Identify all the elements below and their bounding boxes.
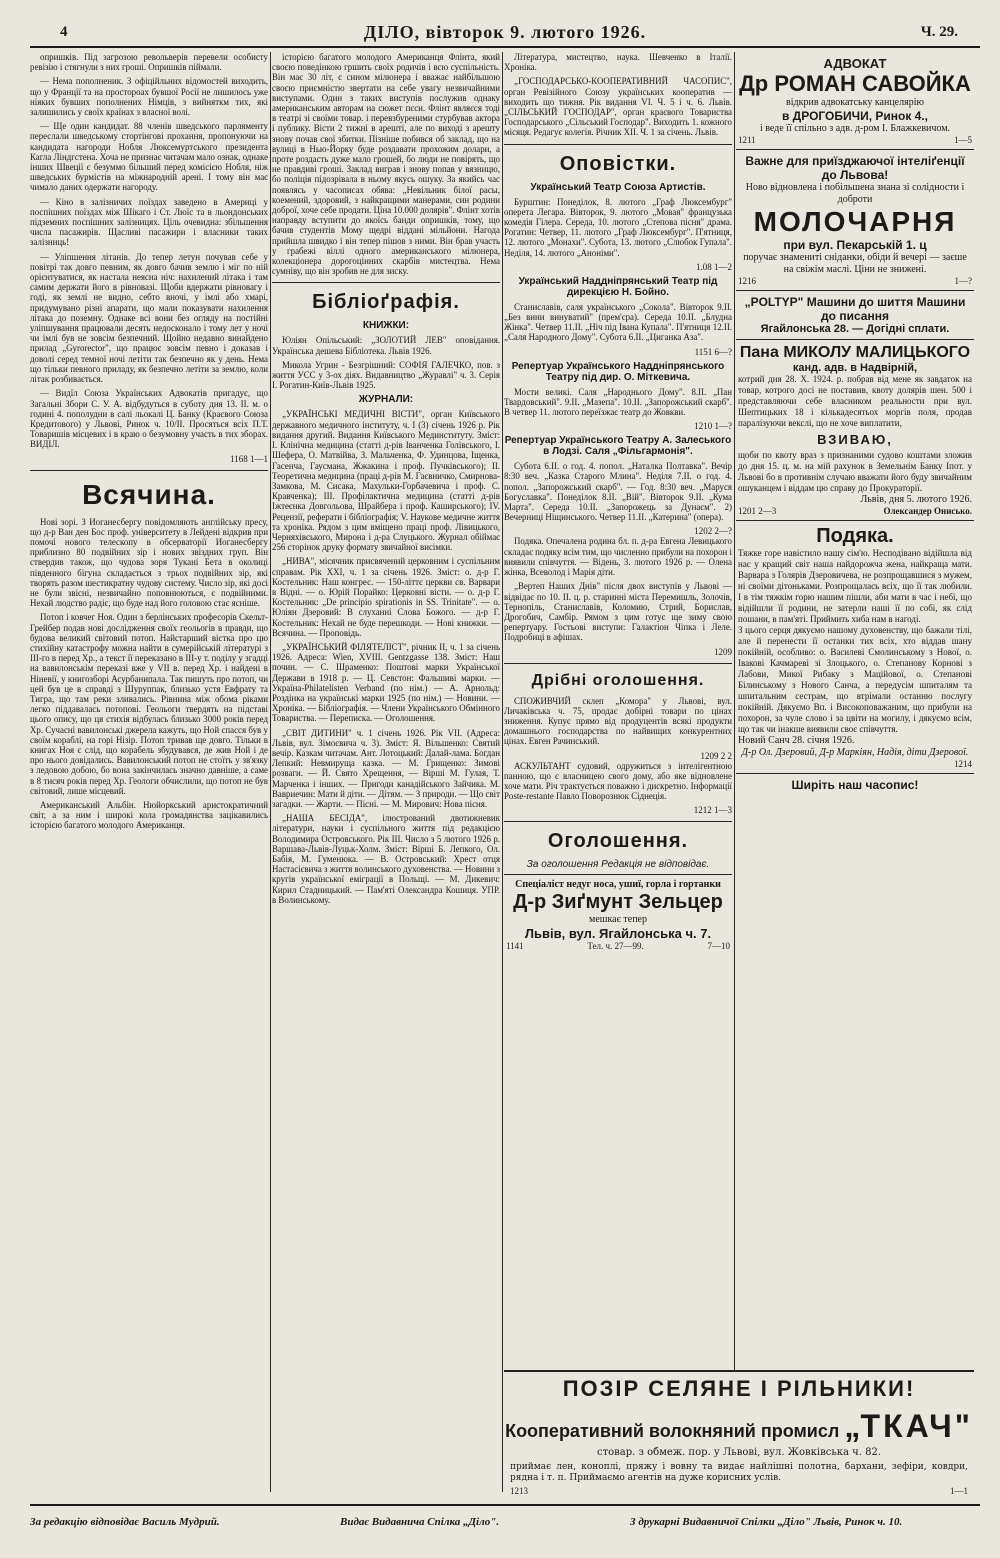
divider [504,663,732,664]
theatre-heading: Український Наддніпрянський Театр під дирекцією Н. Бойно. [518,275,718,298]
subsection-journals: ЖУРНАЛИ: [358,394,414,406]
news-paragraph: — Ще один кандидат. 88 членів шведського парляменту переслали шведському стортінгові прохання, пропонуючи на кандидата нагороди Нобля Люксемуртського президента Кагла Ліндгстена. Хоча не признає читачам мало ознак, однаке інших Швеції є безуммо більший перед комісією Нобля, ніж шведських бурмістів на міжнародній арені. І тому він має чимало даних одержати нагороду. [30,121,268,193]
tkach-ad [504,1370,974,1500]
ad-code: 1201 2—3 [738,506,777,516]
spread-ad [736,773,974,796]
ad-code: 1211 [738,135,756,145]
ad-code: 1202 2—? [694,526,732,537]
appeal-text: котрий дня 28. X. 1924. р. побрав від мене як завдаток на товар, котрого досі не поставив, квоту долярів шен. 500 і представляючи себе власником реальности при вул. Шептицьких 18 і кількадесятьох моргів поля, продав паралізуючи векслі, що не хоче виплатити, [738,374,972,428]
tkach-address: стовар. з обмеж. пор. у Львові, вул. Жовківська ч. 82. [596,1447,882,1458]
theatre-listing: Субота 6.II. о год. 4. попол. „Наталка Полтавка". Вечір 8:30 веч. „Казка Старого Млина". Неділя 7.II. о год. 4. попол. „Запорожський скарб". — Год. 8:30 веч. „Маруся Богуславка". Понеділок 8.II. „Вій". Вівторок 9.II. „Кума Марта". Середа 10.II. „Запорожець за Дунаєм". 2) Вечерниці Ніщинського. Четвер 11.II. „Катерина" (опера). [504,461,732,523]
thanks-text-2: З цього серця дякуємо нашому духовенству, що бажали тілі, але й перенести її останки тих всіх, хто віддав шану покійній, особливо: о. Василеві Смолинському з Нової, о. Івакові Качмареві зі Злоцького, о. Степанову Корнові з Лабови, Микої Рибаку з Маційової, о. Степанові Білинському з Нового Санча, а передусім шпиталям та шпитальним сестрам, що втрімали останню послугу покійній. Дякуємо Вп. і Високоповажаним, що прибули на похорон, за чуле слово і за цвіти на могилу, і дякуємо всім, що так чи інакше виявили своє співчуття. [738,625,972,734]
ad-code: 1—5 [954,135,972,145]
doctor-specialty: Спеціаліст недуг носа, ушиї, горла і гортанки [515,879,721,891]
ad-code: 1216 [738,276,756,286]
theatre-listing: Бурштин: Понеділок, 8. лютого „Граф Люксембург" оперета Легара. Вівторок, 9. лютого „Мовая" французька комедія Гілера. Середа, 10. лютого „Степова пісня" драма. Рогатин: Четвер, 11. лютого „Граф Люксембург". П'ятниця, 12. лютого „Монахи". Субота, 13. лютого „Слюбок Гупала". Неділя, 14. лютого „Аноніми". [504,196,732,258]
journal-entry: „СВІТ ДИТИНИ" ч. 1 січень 1926. Рік VII. (Адреса: Львів, вул. Зімоєвича ч. 3). Зміст: Я. Вільшенко: Святий вечір. Казкам читачам. Ант. Лотоцький: Далай-лама. Богдан Лепкий: Невмируща казка. — М. Грищенко: Зимові розваги. — Й. Свято Хрещення, — Вірші М. Гулая, Т. Марченка і інших. — Пригоди канадійського Зайчика. М. Вавриечин: Мати й діти. — Дітям. — З природи. — Що світ загадки. — Жарти. — Пісні. — М. Мирович: Нова пісня. [272,727,500,809]
column-divider [502,52,503,1492]
section-title-bibliography: Бібліоґрафія. [312,291,460,314]
thanks-text: Тяжке горе навістило нашу сім'ю. Несподівано відійшла від нас у кращий світ наша найдорожча жена, найкраща мати. Варвара з Голярів Дзеровичева, не розпрощавшися з мужем, ні своїми дітоньками. Розпрощалась всіх, що її так любили. І в тім тяжкім горю нашим пішли, аби мати в час і небі, що відійшли її родини, не затерли наші її по собі, як слід пошани, в пам'яті. Приймить хиба нам в нагоді. [738,548,972,624]
section-title-miscellany: Всячина. [82,478,216,510]
news-paragraph: Література, мистецтво, наука. Шевченко в Італії. Хроніка. [504,52,732,73]
appeal-signature: Олександер Онисько. [883,506,972,516]
page-header [30,22,980,48]
thanks-ad [736,520,974,773]
doctor-ad [504,874,732,955]
dairy-ad [736,149,974,290]
page-footer [30,1504,980,1542]
appeal-place-date: Львів, дня 5. лютого 1926. [860,494,972,505]
footer-printer: З друкарні Видавничої Спілки „Діло" Львів, Ринок ч. 10. [630,1516,903,1528]
ad-code: 1209 2 2 [700,750,732,761]
news-paragraph: Потоп і ковчег Ноя. Один з берлінських професорів Скельт-Грейбер подав нові дослідження своїх геольогів в правди, що будова великий світовий потоп. Найстарший вістка про цю стихійну катастрофу можна найти в сумерійській літературі з III-го в перед Хр., а текст її переказано в III-у т. поділу у згадці на вавилонськім переказі вже у VII в. перед Хр. і найдені в Ніневії, у книгозборі Асурбанипала. Так пишуть про потоп, чи цей був це в справді з Шуруппак, близько устя Евфрату та Тигра, що там реки зливались. Рівнина між обома ріками легко піддавалась потопові. Геольоги твердять на підставі цього опису, що ця стихія відбулась близько 3000 років перед Хр. Сучасні вавилонські джерела кажуть, що Ной спасся був у своїм кораблі, на горі Нізір. Потоп тривав ще довго. Тільки в книгах Ноя є слід, що корабель збудувався, де жив Ной і де про нього довідались. Вавилонський потоп не стоїть у зв'язку з ледовою добою, бо вона закінчилась значно давніше, а саме в 8 тисяч років перед Хр. Геологи обчислили, що потоп не був світовий, лише місцевий. [30,612,268,796]
appeal-ad [736,339,974,520]
dairy-address: при вул. Пекарській 1. ц [783,238,927,252]
ad-code: 1214 [954,759,972,769]
ad-code: 1.08 1—2 [696,261,732,272]
news-paragraph: — Видїл Союза Українських Адвокатів пригадує, що Загальні Збори С. У. А. відбудуться в суботу дня 13. II. м. о годині 4. пополудни в салі льокалі Ц. Банку (Краєвого Союза Кредитового) у Львові, Ринок ч. 10/II. Просяться всіх П.Т. Товаришів місцевих і в краю о безумовну участь в тих зборах. ВИДІЛ. [30,388,268,450]
theatre-heading: Репертуар Українського Наддніпрянського Театру під дир. О. Міткевича. [511,360,725,383]
section-title-announcements: Оповістки. [559,152,677,175]
divider [504,821,732,822]
theatre-listing: Станиславів, саля українського „Сокола". Вівторок 9.II. „Без вини винуватий" (прем'єра). Середа 10.II. „Блудна Жінка". Четвер 11.II. „Ніч під Івана Купала". П'ятниця 12.II. „Саля Народного Дому". Субота 6.II. „Циганка Аза". [504,301,732,343]
section-title-classifieds: Дрібні оголошення. [531,671,705,689]
news-paragraph: — Нема пополненик. З офіційльних відомостей виходить, що у Франції та на простороах бувшої Росії не лишилось уже ніяких бувших пополнених Німців, з вийняткм тих, які залишились у своїх країнах з власної волі. [30,76,268,118]
ads-disclaimer: За оголошення Редакція не відповідає. [526,859,710,871]
poltur-ad [736,290,974,339]
journal-entry: „НИВА", місячник присвячений церковним і суспільним справам. Рік XXI, ч. 1 за січень 1926. Зміст: о. д-р Г. Костельник: Наш конгрес. — 150-літтє церкви св. Варвари в Відні. — о. Юрій Порайко: Церковні вісти. — о. д-р Г. Костельник: „De principio spirationis in SS. Trinitate". — о. Юліян Дзеровий: В слуханні Слова Божого. — д-р Г. Костельник: Нехай не буде перешкоди. — Нові книжки. — Всячина. — Проповідь. [272,556,500,638]
book-entry: Юліян Опільський: „ЗОЛОТИЙ ЛЕВ" оповідання. Українська дешева Бібліотека. Львів 1926. [272,335,500,356]
news-paragraph: Американський Альбін. Нюйоркський аристократичний світ, а за ним і широкі кола громадянства зацікавились історією багатого молодого Американця. [30,800,268,831]
divider [504,144,732,145]
poltur-name: „POLTYP" Машини до шиття Машини до писання [744,295,966,323]
page-number: 4 [60,24,68,40]
ad-code-row [30,454,268,464]
tkach-company [504,1408,974,1445]
news-paragraph: історією багатого молодого Американця Флінта, який своєю поведінкою гршить своїх родичів і всю суспільність. Він має 30 літ, є сином мілюнера і вважає найбільшою своєю приємністю звертати на себе увагу незвичайними виступами. Один з таких виступів послужив однаку американським авторам на сюжет пєси. Флінт являєся тоді в театрі зі своїми товар. і перевзбуреними стурбував актора і публику. Вісти 2 тижні в арешті, але по виході з арешту знову почав свої збитки. Пізніше побився об заклад, що на вулиці в Нью-Йорку буде роздавати прохожим долари, а проте роздасть дуже мало грошей, бо люди не повірять, що не правдиві гроші. Заклад виграв і знову попав у вязницю, бо поліція підозрівала в ньому якусь ошуку. За якийсь час появлясь у часописах обява: „Невільник білої расы, коемений, здоровий, з найкращими манерами, син родини доброї, хоче себе продати. Ціна 10.000 долярів". Флінт хотів направду вступити до якоїсь банди опришків, тому, що бачив студентів Мому щедрі віддані мільйони. Нагода прийшла швидко і він тепер пішов з ними. Він брав участь у грабежі віллі одного американського мілюнера, колекціонера дорогоцінних скарбів мистецтва. Нема сумніву, що він зробив не для зиску. [272,52,500,277]
lawyer-opened: відкрив адвокатську канцелярію [786,97,924,108]
doctor-phone: Тел. ч. 27—99. [587,941,644,952]
ad-code: 1213 [510,1486,528,1496]
masthead-title: ДІЛО, вівторок 9. лютого 1926. [363,22,647,42]
theatre-heading: Репертуар Українського Театру А. Залеського в Лодзі. Саля „Фільгармонія". [504,435,732,458]
thanks-notice: Подяка. Опечалена родина бл. п. д-ра Евгена Левицького складає подяку всім тим, що численно прибули на похорон і виявили співчуття. — Відень, 3. лютого 1926 р. — Олена жінка, Всеволод і Марія діти. [504,536,732,578]
appeal-heading: Пана МИКОЛУ МАЛИЦЬКОГО [739,344,971,361]
dairy-description: поручає знамениті сніданки, обіди й вечері — заєше на свіжім маслі. Ціни не знижені. [743,252,967,275]
lawyer-partner: і веде її спільно з адв. д-ром І. Блажкевичом. [759,123,951,134]
ad-code: 1209 [714,646,732,657]
appeal-text-2: щоби по квоту враз з признаними судово коштами зложив до дня 15. ц. м. на мій рахунок в Земельнім Банку Іпот. у Львові бо в противнім случаю вважати його буду звичайним ошуканцем і віддам цю справу до Прокураторії. [738,450,972,493]
column-4 [736,52,974,1492]
classified-ad: АСКУЛЬТАНТ судовий, одружиться з інтелігентною панною, що є власницею свого дому, або яке відновлене хоче мати. Річ трактується поважно і дискретно. Інформації Poste-restante Павло Поворознюк Сіднеція. [504,760,732,802]
lawyer-name: Др РОМАН САВОЙКА [739,71,971,96]
column-2 [272,52,500,1492]
column-divider [734,52,735,1492]
tkach-name: „ТКАЧ" [844,1408,973,1444]
section-title-advertisements: Оголошення. [547,830,689,853]
thanks-signature: Д-р Ол. Дзеровий, Д-р Маркіян, Надія, діти Дзерової. [741,747,969,758]
news-paragraph: опришків. Під загрозою револьверів перевели особисту ревізію і стягнули з них гроші. Опришків піймали. [30,52,268,73]
footer-publisher: Видає Видавнича Спілка „Діло". [340,1516,500,1528]
column-1 [30,52,268,1492]
appeal-call: ВЗИВАЮ, [817,432,893,447]
theatre-heading: Український Театр Союза Артистів. [530,181,706,193]
thanks-place-date: Новий Санч 28. січня 1926. [738,735,855,746]
tkach-headline: ПОЗІР СЕЛЯНЕ І РІЛЬНИКИ! [562,1376,916,1401]
tkach-description: приймає лен, коноплі, пряжу і вовну та видає найлішні полотна, бархани, зефіри, ковдри, рядна і т. п. Приймаємо агентів на дуже корисних услів. [510,1462,968,1483]
thanks-heading: Подяка. [816,525,894,547]
ad-code: 1212 1—3 [693,805,732,816]
ad-code: 1—? [954,276,972,286]
ad-code: 7—10 [707,941,730,952]
divider [30,470,268,471]
theatre-listing: Мости великі. Саля „Народнього Дому". 8.II. „Пан Твардовський". 9.II. „Мазепа". 10.II. „Запорожський скарб". В четвер 11. лютого переїзжає театр до Жовкви. [504,386,732,418]
book-entry: Микола Угрин - Безгрішний: СОФІЯ ГАЛЕЧКО, пов. з життя УСС у 3-ох діях. Видавництво „Журавлі" ч. 3. Серія І. Рогатин-Київ-Львів 1925. [272,359,500,391]
footer-editor: За редакцію відповідає Василь Мудрий. [30,1516,220,1528]
subsection-books: КНИЖКИ: [362,320,410,332]
journal-entry: „УКРАЇНСЬКИЙ ФІЛЯТЕЛІСТ", річник II, ч. 1 за січень 1926. Адреса: Wien, XVIII. Gentzgasse 138. Зміст: Наш почин. — С. Шраменко: Поштові марки Української Держави в 1918 р. — Ц. Севстон: Фальшиві марки. — Україна-Philatelisten Verband (по нім.) — А. Арнольд: Роздінка на українські марки 1925 (по нім.) — Новини. — Хроніка. — Бібліографія. — Члени Українського Обмінного Товариства. — Переписка. — Оголошення. [272,641,500,724]
spread-slogan: Ширіть наш часопис! [791,778,919,792]
poltur-address: Ягайлонська 28. — Догідні сплати. [760,323,950,335]
lawyer-ad [736,52,974,149]
issue-number: Ч. 29. [920,24,958,40]
ad-code: 1151 6—? [694,346,732,357]
divider [272,282,500,283]
ad-code: 1168 1—1 [230,453,268,464]
doctor-lives: мешкає тепер [588,914,647,926]
dairy-pretext-2: Ново відновлена і побільшена знана зі солідности і доброти [745,182,965,205]
doctor-name: Д-р Зиґмунт Зельцер [513,891,723,914]
doctor-address: Львів, вул. Ягайлонська ч. 7. [524,926,712,942]
tour-notice: „Вертеп Наших Днів" після двох виступів у Львові — відвідає по 10. II. ц. р. старинні міста Перемишль, Золочів, Тернопіль, Станиславів, Коломию, Стрий, Борислав, Дрогобич, Самбір. Рямом з цим готує ще зиму свою репертуару. Гостьові виступи: Галактіон Чіпка і Леле. Подробиці в афішах. [504,581,732,643]
ad-code: 1—1 [950,1486,968,1496]
news-paragraph: Нові зорі. З Иоганесбергу повідомляють англійську пресу, що д-р Ван ден Бос проф. університету в Лейдені відкрив при помочі нового телескопу в обсерваторії Иоганесбергу приблизно 80 подвійних зір і нових звіздних груп. Він ствердив також, що чудова зоря Тукані Бета в околиці південного бігуна складається з трьох подвійних зір, які творять разом шестикратну чудову систему. Число зір, які досі не були звісні, незвичайно поповнюються, є подвійними. Нехай людство радіє, що буде над його головою стає ясніше. [30,516,268,609]
classified-ad: СПОЖИВЧИЙ склеп „Комора" у Львові, вул. Личаківська ч. 75, продає добірні товари по цінах зниження. Купує прямо від продуцентів всякі продукти домашнього господарства по найвищих конкурентних цінах. Евген Рачинський. [504,695,732,747]
column-divider [270,52,271,1492]
dairy-pretext: Важне для приїзджаючої інтеліґенції до Львова! [745,154,965,182]
lawyer-heading: АДВОКАТ [823,56,887,71]
ad-code: 1210 1—? [694,421,732,432]
journal-entry: „УКРАЇНСЬКІ МЕДИЧНІ ВІСТИ", орган Київського державного медичного інституту, ч. І (3) січень 1926 р. Рік видання другий. Видання Київського Мединституту. Зміст: І. Клінічна медицина (статті д-рів Іванченка Голівського, І. Шефера, О. Матвійва, З. Мальченка, Ф. Удинцова, Іщенка, Гасенча, Гаусмана, Жжакина і проф. Пучківського); II. Теоретична медицина (праці д-рів М. Гаєвничко, Смирнова-Замкова, М. Сисака, Махульки-Горбачевича і проф. С. Кравченка); III. Профілактична медицина (статті д-рів Іжтеєнка Довгольова, Шрайбера і проф. Каширського); IV. Рецензії, реферати і бібліографія; V. Наукове медичне життя та хроніка. Рядом з цим вміщено праці проф. Лівицького, Черняхівського, Мирона і д-ра Слуцького. Журнал обіймає 256 сторінок друку формату звичайної висімки. [272,409,500,553]
news-paragraph: „ГОСПОДАРСЬКО-КООПЕРАТИВНИЙ ЧАСОПИС", орган Ревізійного Союзу українських кооператив — виходить що тижня. Рік видання VI. Ч. 5 і ч. 6. Львів. „СІЛЬСЬКИЙ ГОСПОДАР", орган краєвого Товариства Господарського „Сільський Господар". Виходить 1. кожного місяця. Редагує колегія. Річник XII. Ч. 1 за січень. Львів. [504,76,732,138]
news-paragraph: — Уліпшення літанів. До тепер летун почував себе у повітрі так довго певним, як довго бачив землю і міг по ній орієнтуватися, як настала неясна ніч: нахилений літака і там самим держати його в рівновазі. Щоби вдержати рівновагу і годі, як землі не видно, себто вночі, у імлі або хмарі, придумувано різні апарати, що мали показувати нахилення літака до поземну. Однаке всі вони без огляду на постійні уліпшування працювали десять недосконало і тому лет у ночі чи імлі був не зовсім безпечний. Щойно недавно винайдено прилад „Gyrorector", що працює зовсім певно і доказав і доволі серед темної ночі летіти так безпечно як у день. Нема що тільки певного приладу, як безпечно летіти за землю, коли літак розбивається. [30,251,268,385]
dairy-name: МОЛОЧАРНЯ [753,206,957,237]
news-paragraph: — Кіно в залізничих поїздах заведено в Америці у поспішних поїздах між Шікаго і Ст. Люїс та в льондонських підземних поспішних залізницях. Ціль очевидна: збільшення числа пасажирів. Щасливі пасажири і власники таких залізниць! [30,196,268,248]
journal-entry: „НАША БЕСІДА", ілюстрований двотижневик літератури, науки і суспільного життя під редакцією Володимира Островського. Рік ІІІ. Число з 5 лютого 1926 р. Варшава-Львів-Луцьк-Холм. Зміст: Вірші Б. Лепкого, Ол. Бабія, М. Гуменюка. — В. Островський: Хрест отця Настасієвича з життя волинського духовенства. — Новини з кругів української еміграції в Польщі. — М. Дикевич: Кирил Стадницький. — Пам'яті Олександра Кошиця. УПР. в Волинському. [272,813,500,905]
appeal-subheading: канд. адв. в Надвірній, [792,362,918,374]
ad-code: 1141 [506,941,524,952]
lawyer-city: в ДРОГОБИЧИ, Ринок 4., [781,109,929,123]
tkach-company-pre: Кооперативний волокняний промисл [505,1421,840,1441]
column-3 [504,52,732,1492]
